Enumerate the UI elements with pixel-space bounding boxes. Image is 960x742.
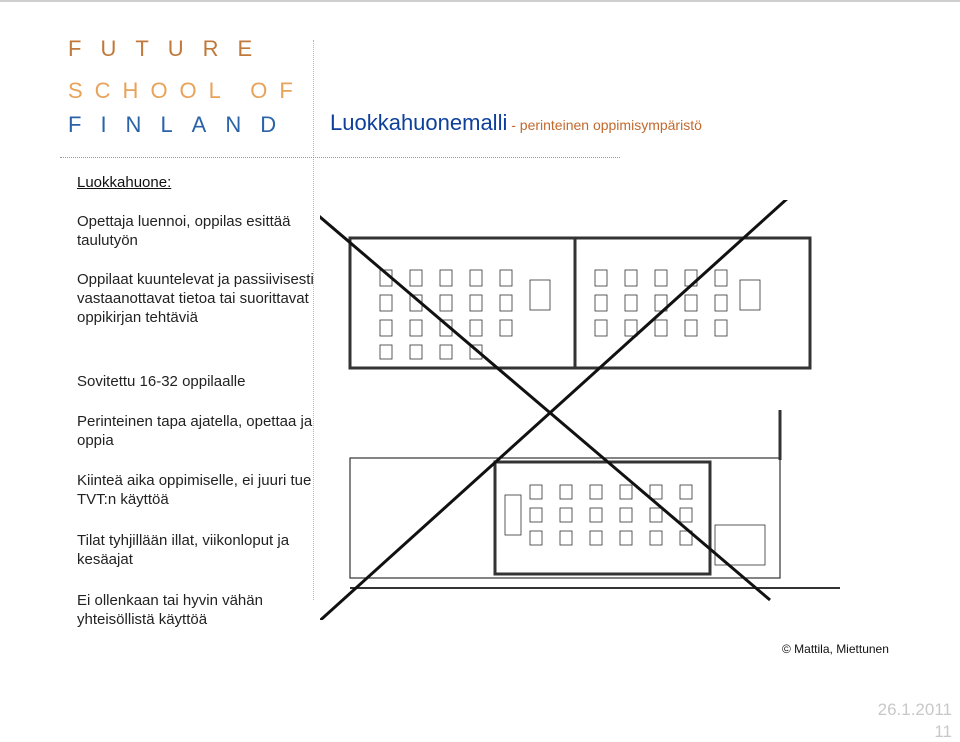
logo-line-school-of: SCHOOL OF: [68, 78, 305, 103]
slide-date: 26.1.2011: [877, 700, 952, 719]
copyright-credit: © Mattila, Miettunen: [782, 642, 889, 656]
section-heading: Luokkahuone:: [77, 174, 172, 191]
slide-title-sub: - perinteinen oppimisympäristö: [507, 117, 702, 133]
bullet-text-7: Ei ollenkaan tai hyvin vähän yhteisöllistä käyttöä: [77, 592, 263, 628]
bullet-text-6: Tilat tyhjillään illat, viikonloput ja kesäajat: [77, 532, 290, 568]
slide-title-main: Luokkahuonemalli: [330, 110, 508, 135]
top-rule: [0, 0, 960, 2]
horizontal-divider: [60, 157, 620, 158]
bullet-text-5: Kiinteä aika oppimiselle, ei juuri tue TVT:n käyttöä: [77, 472, 312, 508]
slide-title: [330, 110, 702, 136]
bullet-text-1: Opettaja luennoi, oppilas esittää taulutyön: [77, 213, 291, 249]
logo-line-future: FUTURE: [68, 36, 272, 61]
bullet-text-4: Perinteinen tapa ajatella, opettaa ja oppia: [77, 413, 313, 449]
classroom-floor-plan: [320, 200, 840, 620]
bullet-text-3: Sovitettu 16-32 oppilaalle: [77, 373, 246, 390]
bullet-text-2: Oppilaat kuuntelevat ja passiivisesti vastaanottavat tietoa tai suorittavat oppikirjan tehtäviä: [77, 271, 314, 326]
logo-line-finland: FINLAND: [68, 112, 296, 137]
slide-page-number: 11: [934, 722, 952, 741]
